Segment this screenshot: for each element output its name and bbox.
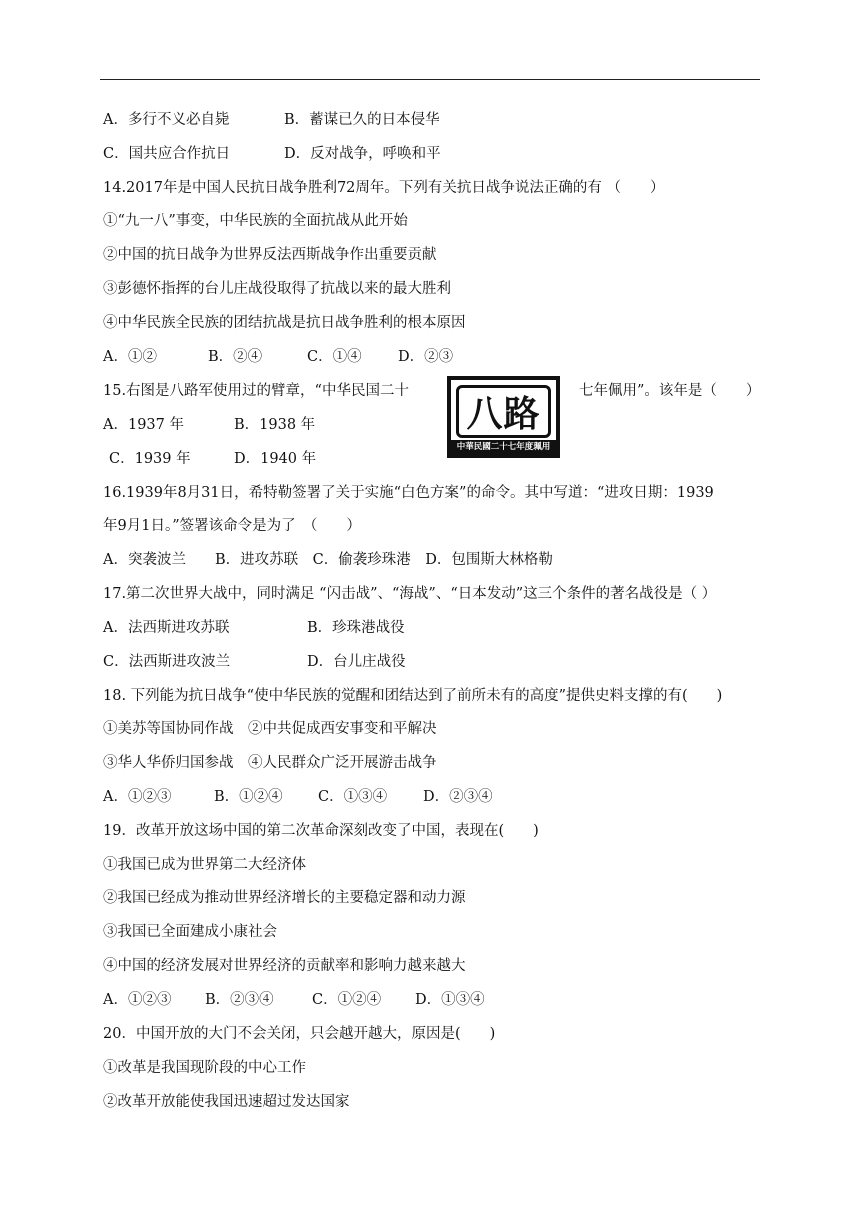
q17-option-b: B．珍珠港战役 <box>307 620 405 636</box>
q18-option-c: C．①③④ <box>318 789 388 805</box>
q15-stem-left: 15.右图是八路军使用过的臂章，“中华民国二十 <box>103 383 409 399</box>
eighth-route-army-armband <box>447 376 560 458</box>
q18-option-a: A．①②③ <box>103 789 172 805</box>
q19-option-c: C．①②④ <box>312 992 382 1008</box>
q19-option-d: D．①③④ <box>415 992 485 1008</box>
q19-option-a: A．①②③ <box>103 992 172 1008</box>
armband-main-text: 八路 <box>456 385 551 438</box>
q14-item-4: ④中华民族全民族的团结抗战是抗日战争胜利的根本原因 <box>103 315 466 331</box>
q13-option-b: B．蓄谋已久的日本侵华 <box>284 112 440 128</box>
q20-item-1: ①改革是我国现阶段的中心工作 <box>103 1060 306 1076</box>
q14-item-2: ②中国的抗日战争为世界反法西斯战争作出重要贡献 <box>103 247 437 263</box>
q18-items-line-1: ①美苏等国协同作战 ②中共促成西安事变和平解决 <box>103 721 437 737</box>
q19-item-3: ③我国已全面建成小康社会 <box>103 924 277 940</box>
q16-stem-line-1: 16.1939年8月31日，希特勒签署了关于实施“白色方案”的命令。其中写道：“进攻日期：1939 <box>103 485 714 501</box>
q14-option-b: B．②④ <box>208 349 263 365</box>
header-rule <box>100 79 760 80</box>
q14-option-d: D．②③ <box>398 349 454 365</box>
q19-option-b: B．②③④ <box>205 992 274 1008</box>
q18-option-b: B．①②④ <box>214 789 283 805</box>
q15-option-d: D．1940 年 <box>234 451 317 467</box>
q15-option-b: B．1938 年 <box>234 417 316 433</box>
q20-stem: 20．中国开放的大门不会关闭，只会越开越大，原因是( ) <box>103 1026 496 1042</box>
q18-option-d: D．②③④ <box>423 789 493 805</box>
q14-item-1: ①“九一八”事变，中华民族的全面抗战从此开始 <box>103 213 408 229</box>
q14-option-c: C．①④ <box>307 349 362 365</box>
q13-option-d: D．反对战争，呼唤和平 <box>284 146 441 162</box>
q14-item-3: ③彭德怀指挥的台儿庄战役取得了抗战以来的最大胜利 <box>103 281 451 297</box>
q13-option-a: A．多行不义必自毙 <box>103 112 230 128</box>
q20-item-2: ②改革开放能使我国迅速超过发达国家 <box>103 1094 350 1110</box>
q15-option-c: C．1939 年 <box>109 451 191 467</box>
q17-stem: 17.第二次世界大战中，同时满足 “闪击战”、“海战”、“日本发动”这三个条件的著名战役是（ ） <box>103 586 717 602</box>
q16-stem-line-2: 年9月1日。”签署该命令是为了 （ ） <box>103 518 361 534</box>
q14-option-a: A．①② <box>103 349 157 365</box>
q17-option-c: C．法西斯进攻波兰 <box>103 654 231 670</box>
q14-stem: 14.2017年是中国人民抗日战争胜利72周年。下列有关抗日战争说法正确的有 （ ） <box>103 180 665 196</box>
q16-options: A．突袭波兰 B．进攻苏联 C．偷袭珍珠港 D．包围斯大林格勒 <box>103 552 553 568</box>
q18-stem: 18. 下列能为抗日战争“使中华民族的觉醒和团结达到了前所未有的高度”提供史料支撑的有( ) <box>103 688 723 704</box>
q19-stem: 19．改革开放这场中国的第二次革命深刻改变了中国，表现在( ) <box>103 823 539 839</box>
q15-stem-right: 七年佩用”。该年是（ ） <box>579 383 761 399</box>
q19-item-2: ②我国已经成为推动世界经济增长的主要稳定器和动力源 <box>103 890 466 906</box>
q13-option-c: C．国共应合作抗日 <box>103 146 231 162</box>
q17-option-a: A．法西斯进攻苏联 <box>103 620 230 636</box>
q19-item-1: ①我国已成为世界第二大经济体 <box>103 857 306 873</box>
q18-items-line-2: ③华人华侨归国参战 ④人民群众广泛开展游击战争 <box>103 755 437 771</box>
armband-band-text: 中華民國二十七年度珮用 <box>451 440 556 454</box>
q15-option-a: A．1937 年 <box>103 417 184 433</box>
q17-option-d: D．台儿庄战役 <box>307 654 406 670</box>
q19-item-4: ④中国的经济发展对世界经济的贡献率和影响力越来越大 <box>103 958 466 974</box>
